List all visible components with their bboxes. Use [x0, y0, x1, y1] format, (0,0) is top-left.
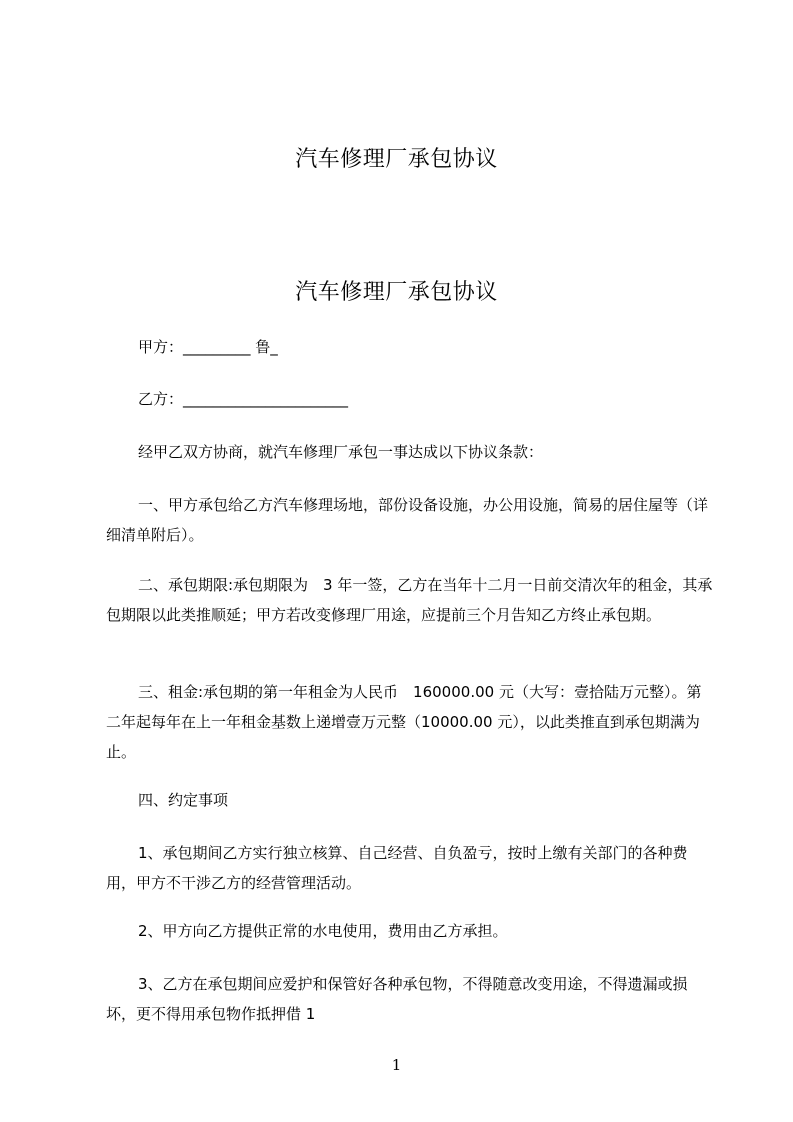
clause-4-item-3: 3、乙方在承包期间应爱护和保管好各种承包物，不得随意改变用途，不得遗漏或损坏，更不得用承包物作抵押借 1 — [106, 975, 688, 1023]
clause-4-heading: 四、约定事项 — [138, 791, 229, 809]
document-header-title: 汽车修理厂承包协议 — [295, 147, 498, 172]
clause-3: 三、租金:承包期的第一年租金为人民币 160000.00 元（大写：壹拾陆万元整）。第二年起每年在上一年租金基数上递增壹万元整（10000.00 元），以此类推直到承包期满为止。 — [106, 683, 702, 761]
party-b-line: 乙方：______________________ — [138, 390, 349, 408]
page-number: 1 — [391, 1056, 402, 1074]
clause-2: 二、承包期限:承包期限为 3 年一签，乙方在当年十二月一日前交清次年的租金，其承包期限以此类推顺延；甲方若改变修理厂用途，应提前三个月告知乙方终止承包期。 — [106, 576, 713, 624]
clause-1: 一、甲方承包给乙方汽车修理场地，部份设备设施，办公用设施，简易的居住屋等（详细清单附后）。 — [106, 496, 709, 544]
clause-4-item-2: 2、甲方向乙方提供正常的水电使用，费用由乙方承担。 — [138, 922, 508, 940]
document-title: 汽车修理厂承包协议 — [295, 280, 498, 305]
party-a-line: 甲方：_________ 鲁_ — [138, 338, 278, 356]
clause-4-item-1: 1、承包期间乙方实行独立核算、自己经营、自负盈亏，按时上缴有关部门的各种费用，甲方不干涉乙方的经营管理活动。 — [106, 844, 688, 892]
intro-paragraph: 经甲乙双方协商，就汽车修理厂承包一事达成以下协议条款： — [138, 443, 544, 461]
